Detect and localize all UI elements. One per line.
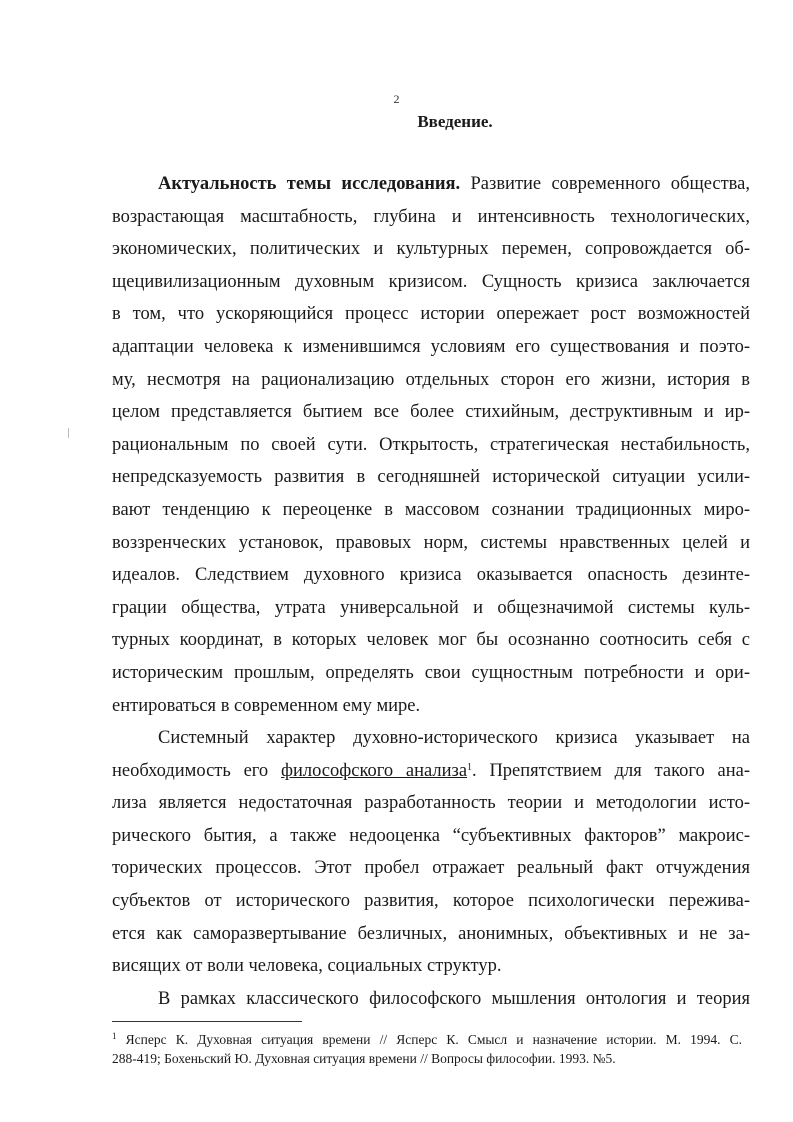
p2-line-2-pre: необходимость его bbox=[112, 760, 281, 781]
p1-line: целом представляется бытием все более стихийным, деструктивным и ир- bbox=[112, 402, 750, 423]
p1-line: му, несмотря на рационализацию отдельных сторон его жизни, история в bbox=[112, 369, 750, 390]
p1-line: в том, что ускоряющийся процесс истории опережает рост возможностей bbox=[112, 304, 750, 325]
p2-line: висящих от воли человека, социальных структур. bbox=[112, 956, 502, 977]
footnote-line-1 bbox=[112, 1030, 742, 1049]
p2-line-1: Системный характер духовно-исторического кризиса указывает на bbox=[158, 728, 750, 749]
p2-line: субъектов от исторического развития, которое психологически пережива- bbox=[112, 891, 750, 912]
p2-line: торических процессов. Этот пробел отражает реальный факт отчуждения bbox=[112, 858, 750, 879]
p2-line-2-post: . Препятствием для такого ана- bbox=[472, 760, 751, 781]
p1-line-1 bbox=[112, 168, 750, 201]
p2-line: лиза является недостаточная разработанность теории и методологии исто- bbox=[112, 793, 750, 814]
footnote bbox=[112, 1030, 742, 1068]
p3-line-1: В рамках классического философского мышления онтология и теория bbox=[158, 988, 750, 1009]
p1-line: рациональным по своей сути. Открытость, стратегическая нестабильность, bbox=[112, 434, 750, 455]
footnote-separator bbox=[112, 1021, 302, 1022]
page-number: 2 bbox=[393, 92, 400, 106]
p1-line: адаптации человека к изменившимся условиям его существования и поэто- bbox=[112, 336, 750, 357]
underlined-phrase: философского анализа bbox=[280, 760, 468, 781]
section-heading: Введение. bbox=[417, 112, 493, 131]
footnote-reference: 1 bbox=[467, 761, 473, 773]
p1-line-1-rest: Развитие современного общества, bbox=[460, 174, 750, 194]
p1-line: щецивилизационным духовным кризисом. Сущность кризиса заключается bbox=[112, 271, 750, 292]
p1-line: ентироваться в современном ему мире. bbox=[112, 695, 421, 716]
footnote-text-1: Ясперс К. Духовная ситуация времени // Ясперс К. Смысл и назначение истории. М. 1994. С. bbox=[116, 1032, 742, 1047]
p1-bold-lead: Актуальность темы исследования. bbox=[158, 174, 461, 194]
scan-margin-mark bbox=[68, 428, 69, 438]
p1-line: грации общества, утрата универсальной и общезначимой системы куль- bbox=[112, 597, 750, 618]
p1-line: турных координат, в которых человек мог бы осознанно соотносить себя с bbox=[112, 630, 750, 651]
p1-line: возрастающая масштабность, глубина и интенсивность технологических, bbox=[112, 206, 750, 227]
footnote-mark: 1 bbox=[112, 1031, 117, 1041]
p1-line: идеалов. Следствием духовного кризиса оказывается опасность дезинте- bbox=[112, 565, 750, 586]
p2-line-2 bbox=[112, 755, 750, 788]
p1-line: историческим прошлым, определять свои сущностным потребности и ори- bbox=[112, 662, 750, 683]
body-text bbox=[112, 168, 750, 1015]
p1-line: воззренческих установок, правовых норм, системы нравственных целей и bbox=[112, 532, 750, 553]
p1-line: экономических, политических и культурных перемен, сопровождается об- bbox=[112, 239, 750, 260]
p1-line: вают тенденцию к переоценке в массовом сознании традиционных миро- bbox=[112, 499, 750, 520]
p2-line: ется как саморазвертывание безличных, анонимных, объективных и не за- bbox=[112, 923, 750, 944]
p2-line: рического бытия, а также недооценка “субъективных факторов” макроис- bbox=[112, 825, 750, 846]
footnote-line-2: 288-419; Бохеньский Ю. Духовная ситуация времени // Вопросы философии. 1993. №5. bbox=[112, 1051, 616, 1066]
p1-line: непредсказуемость развития в сегодняшней исторической ситуации усили- bbox=[112, 467, 750, 488]
